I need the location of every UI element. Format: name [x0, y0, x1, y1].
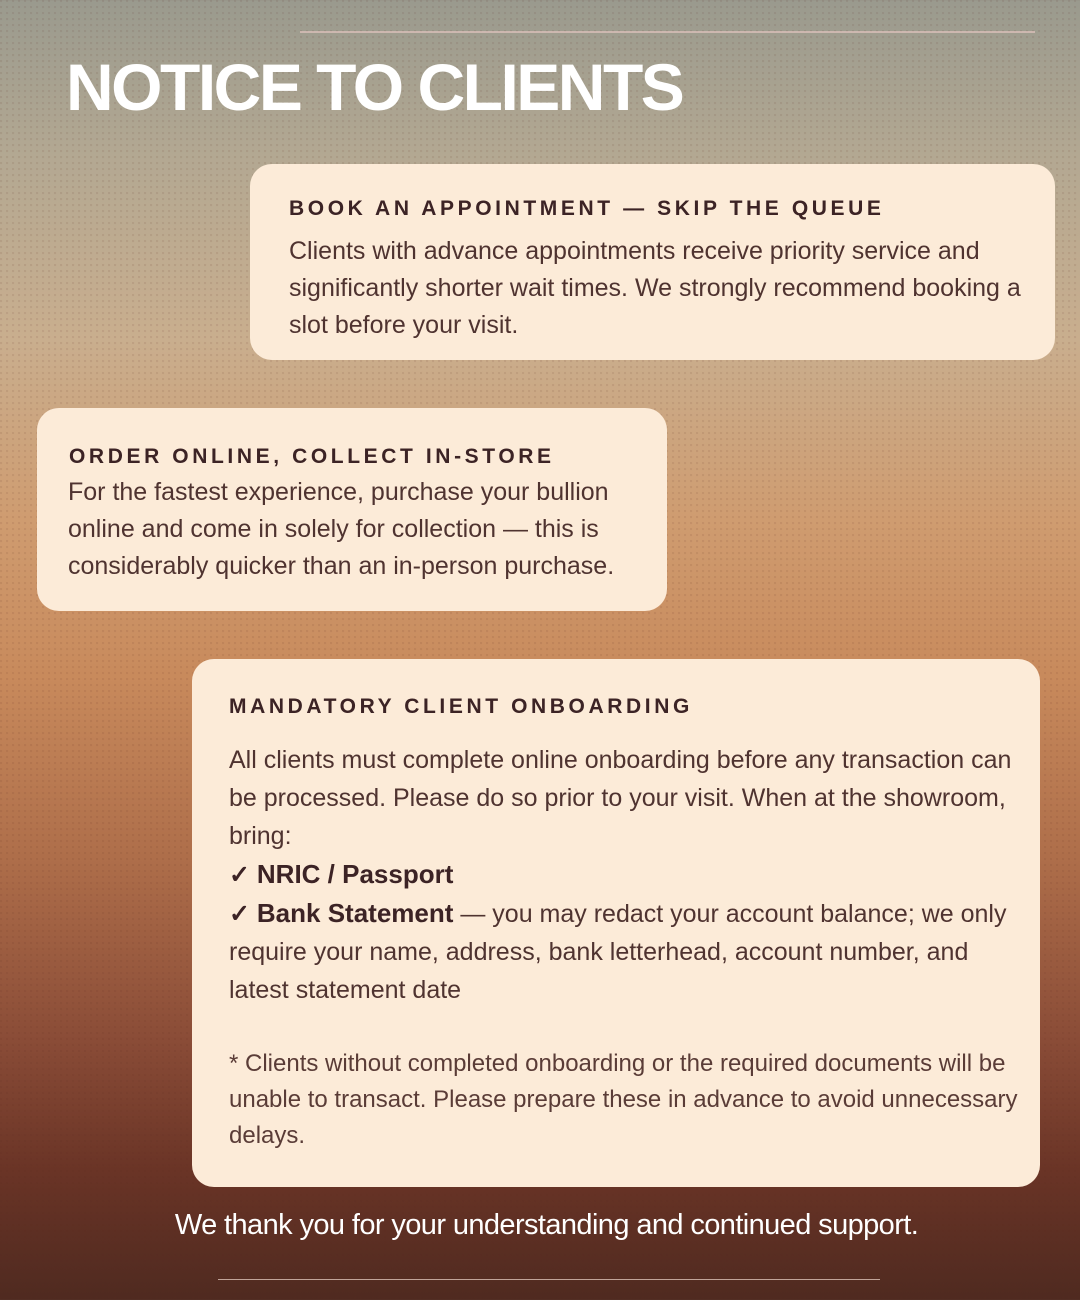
onboarding-intro: All clients must complete online onboarding before any transaction can be processed. Please do so prior to your visit. When at the showroom, bring: [229, 746, 1012, 850]
footer-message: We thank you for your understanding and continued support. [174, 1209, 919, 1241]
appointment-card [250, 164, 1055, 360]
onboarding-note: * Clients without completed onboarding or the required documents will be unable to transact. Please prepare these in advance to avoid unnecessary delays. [229, 1050, 1018, 1149]
top-divider [300, 31, 1035, 33]
checkmark-icon: ✓ [229, 861, 250, 889]
appointment-body: Clients with advance appointments receive priority service and significantly shorter wait times. We strongly recommend booking a slot before your visit. [289, 237, 1021, 339]
checkmark-icon: ✓ [229, 900, 250, 928]
order-online-body: For the fastest experience, purchase your bullion online and come in solely for collection — this is considerably quicker than an in-person purchase. [68, 478, 615, 580]
page-title: NOTICE TO CLIENTS [66, 50, 683, 124]
requirement-detail: — you may redact your account balance; we only require your name, address, bank letterhead, account number, and latest statement date [229, 900, 1007, 1004]
appointment-heading: BOOK AN APPOINTMENT — SKIP THE QUEUE [289, 197, 885, 220]
onboarding-body [229, 741, 1019, 1009]
order-online-heading: ORDER ONLINE, COLLECT IN-STORE [69, 445, 555, 468]
requirement-item [229, 894, 1019, 1009]
order-online-card [37, 408, 667, 611]
onboarding-card [192, 659, 1040, 1187]
onboarding-heading: MANDATORY CLIENT ONBOARDING [229, 695, 693, 718]
requirement-label: NRIC / Passport [256, 859, 454, 889]
requirement-label: Bank Statement [256, 898, 454, 928]
requirement-item [229, 855, 1019, 894]
bottom-divider [218, 1279, 880, 1280]
